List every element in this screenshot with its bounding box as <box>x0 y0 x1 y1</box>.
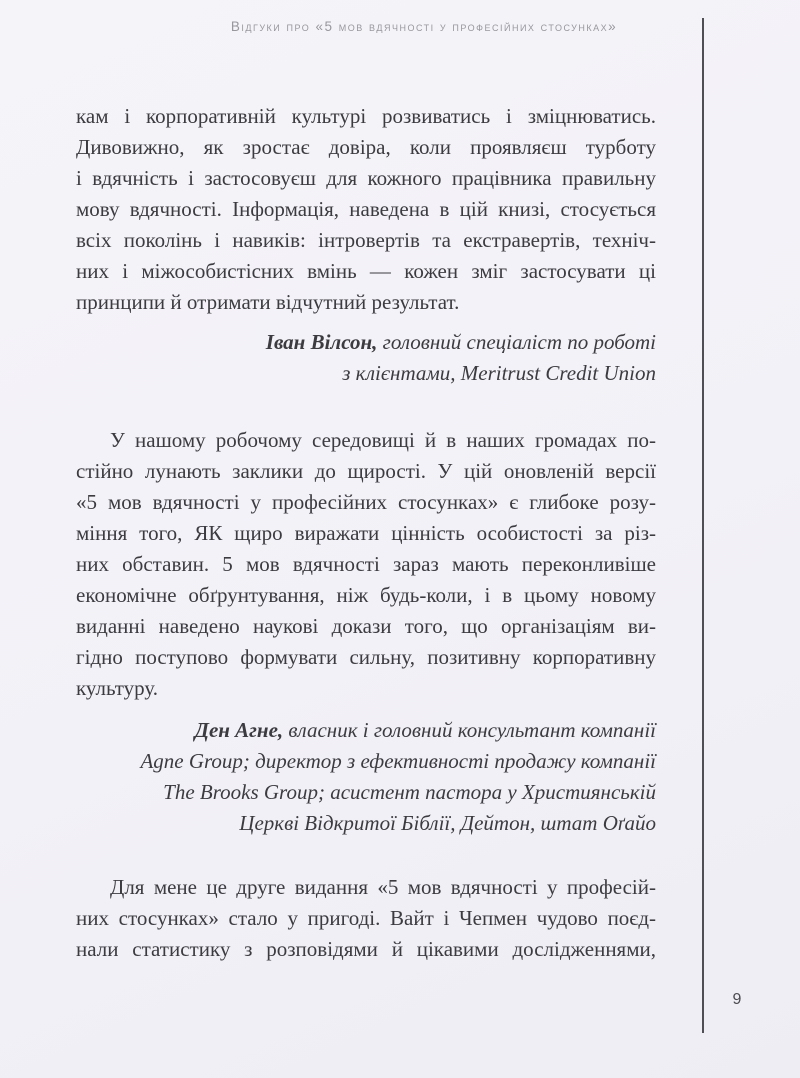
text-line: всіх поколінь і навиків: інтровертів та екстравертів, техніч- <box>76 228 656 252</box>
attribution-line: Церкві Відкритої Біблії, Дейтон, штат Оґайо <box>239 811 656 835</box>
attribution-role: головний спеціаліст по роботі <box>377 330 656 354</box>
paragraph-3 <box>76 872 656 965</box>
attribution-line: Agne Group; директор з ефективності продажу компанії <box>140 749 656 773</box>
text-line: принципи й отримати відчутний результат. <box>76 290 460 314</box>
text-line: мову вдячності. Інформація, наведена в цій книзі, стосується <box>76 197 656 221</box>
paragraph-1 <box>76 101 656 318</box>
attribution-line <box>76 715 656 746</box>
margin-rule <box>702 18 704 1033</box>
attribution-line: з клієнтами, Meritrust Credit Union <box>342 361 656 385</box>
text-line: У нашому робочому середовищі й в наших громадах по- <box>110 428 656 452</box>
text-line: Дивовижно, як зростає довіра, коли проявляєш турботу <box>76 135 656 159</box>
attribution-dan-agne <box>76 715 656 839</box>
text-line: економічне обґрунтування, ніж будь-коли, і в цьому новому <box>76 583 656 607</box>
text-line: і вдячність і застосовуєш для кожного працівника правильну <box>76 166 656 190</box>
text-line: них і міжособистісних вмінь — кожен зміг застосувати ці <box>76 259 656 283</box>
attribution-role: власник і головний консультант компанії <box>283 718 656 742</box>
page-number: 9 <box>732 991 742 1008</box>
text-line: гідно поступово формувати сильну, позитивну корпоративну <box>76 645 656 669</box>
text-line: нали статистику з розповідями й цікавими дослідженнями, <box>76 937 656 961</box>
text-line: виданні наведено наукові докази того, що організаціям ви- <box>76 614 656 638</box>
text-line: кам і корпоративній культурі розвиватись і зміцнюватись. <box>76 104 656 128</box>
attribution-ivan-wilson <box>76 327 656 389</box>
text-line: міння того, ЯК щиро виражати цінність особистості за різ- <box>76 521 656 545</box>
attribution-name: Ден Агне, <box>194 718 284 742</box>
attribution-line: The Brooks Group; асистент пастора у Християнській <box>163 780 656 804</box>
running-header: Відгуки про «5 мов вдячності у професійних стосунках» <box>230 19 618 34</box>
text-line: них стосунках» стало у пригоді. Вайт і Чепмен чудово поєд- <box>76 906 656 930</box>
text-column <box>76 101 656 965</box>
text-line: Для мене це друге видання «5 мов вдячності у професій- <box>110 875 656 899</box>
attribution-name: Іван Вілсон, <box>265 330 378 354</box>
text-line: них обставин. 5 мов вдячності зараз мають переконливіше <box>76 552 656 576</box>
text-line: стійно лунають заклики до щирості. У цій оновленій версії <box>76 459 656 483</box>
text-line: «5 мов вдячності у професійних стосунках» є глибоке розу- <box>76 490 656 514</box>
attribution-line <box>76 327 656 358</box>
text-line: культуру. <box>76 676 159 700</box>
paragraph-2 <box>76 425 656 704</box>
